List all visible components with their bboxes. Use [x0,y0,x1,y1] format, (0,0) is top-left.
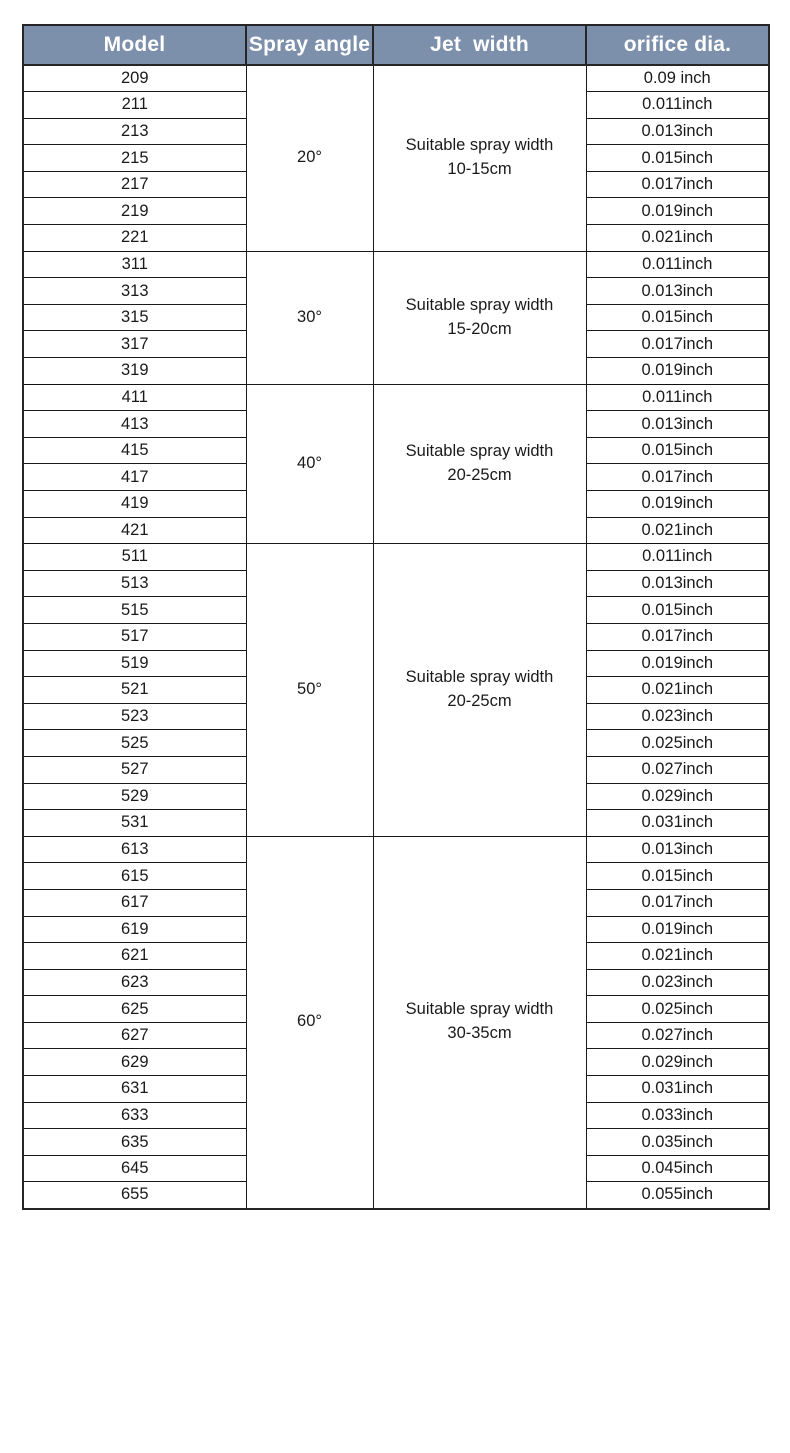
cell-model: 619 [23,916,246,943]
cell-model: 319 [23,358,246,385]
jet-width-line-1: Suitable spray width [405,1000,554,1019]
cell-orifice-dia: 0.019inch [586,198,769,225]
cell-model: 209 [23,65,246,92]
cell-orifice-dia: 0.011inch [586,544,769,571]
cell-model: 617 [23,889,246,916]
cell-model: 419 [23,491,246,518]
cell-model: 513 [23,570,246,597]
jet-width-line-2: 20-25cm [447,691,512,710]
cell-orifice-dia: 0.013inch [586,411,769,438]
cell-orifice-dia: 0.09 inch [586,65,769,92]
cell-model: 217 [23,171,246,198]
cell-model: 511 [23,544,246,571]
column-header-orifice-dia: orifice dia. [586,25,769,65]
cell-orifice-dia: 0.013inch [586,278,769,305]
cell-spray-angle: 50° [246,544,373,837]
cell-model: 645 [23,1155,246,1182]
cell-orifice-dia: 0.019inch [586,491,769,518]
cell-orifice-dia: 0.011inch [586,92,769,119]
header-row [23,25,769,65]
cell-model: 315 [23,304,246,331]
cell-orifice-dia: 0.035inch [586,1129,769,1156]
cell-model: 411 [23,384,246,411]
jet-width-line-2: 15-20cm [447,319,512,338]
cell-orifice-dia: 0.015inch [586,145,769,172]
spec-table-container [22,24,768,1210]
cell-model: 613 [23,836,246,863]
cell-orifice-dia: 0.021inch [586,225,769,252]
cell-orifice-dia: 0.031inch [586,810,769,837]
cell-orifice-dia: 0.025inch [586,730,769,757]
cell-orifice-dia: 0.027inch [586,1022,769,1049]
cell-model: 525 [23,730,246,757]
cell-orifice-dia: 0.013inch [586,570,769,597]
cell-model: 221 [23,225,246,252]
cell-jet-width [373,384,586,544]
cell-orifice-dia: 0.011inch [586,384,769,411]
cell-model: 413 [23,411,246,438]
cell-model: 211 [23,92,246,119]
cell-model: 527 [23,756,246,783]
cell-spray-angle: 60° [246,836,373,1208]
cell-model: 529 [23,783,246,810]
cell-orifice-dia: 0.029inch [586,1049,769,1076]
column-header-model: Model [23,25,246,65]
cell-model: 621 [23,943,246,970]
jet-width-line-1: Suitable spray width [405,668,554,687]
cell-orifice-dia: 0.023inch [586,703,769,730]
cell-model: 655 [23,1182,246,1209]
cell-model: 635 [23,1129,246,1156]
cell-model: 417 [23,464,246,491]
cell-model: 631 [23,1076,246,1103]
cell-jet-width [373,544,586,837]
cell-jet-width [373,836,586,1208]
cell-model: 633 [23,1102,246,1129]
cell-model: 219 [23,198,246,225]
cell-orifice-dia: 0.029inch [586,783,769,810]
cell-orifice-dia: 0.031inch [586,1076,769,1103]
cell-orifice-dia: 0.021inch [586,517,769,544]
cell-model: 523 [23,703,246,730]
table-row [23,65,769,92]
cell-orifice-dia: 0.019inch [586,916,769,943]
cell-model: 421 [23,517,246,544]
cell-jet-width [373,65,586,251]
cell-model: 521 [23,677,246,704]
cell-orifice-dia: 0.017inch [586,623,769,650]
table-header [23,25,769,65]
table-row [23,384,769,411]
cell-orifice-dia: 0.013inch [586,118,769,145]
cell-orifice-dia: 0.015inch [586,437,769,464]
cell-orifice-dia: 0.025inch [586,996,769,1023]
cell-orifice-dia: 0.055inch [586,1182,769,1209]
cell-spray-angle: 20° [246,65,373,251]
cell-orifice-dia: 0.017inch [586,464,769,491]
cell-model: 515 [23,597,246,624]
cell-model: 627 [23,1022,246,1049]
column-header-spray-angle: Spray angle [246,25,373,65]
cell-model: 517 [23,623,246,650]
cell-orifice-dia: 0.015inch [586,304,769,331]
cell-spray-angle: 40° [246,384,373,544]
cell-orifice-dia: 0.019inch [586,358,769,385]
jet-width-line-1: Suitable spray width [405,441,554,460]
cell-orifice-dia: 0.021inch [586,943,769,970]
column-header-jet-width: Jet width [373,25,586,65]
cell-orifice-dia: 0.017inch [586,331,769,358]
cell-orifice-dia: 0.015inch [586,863,769,890]
cell-jet-width [373,251,586,384]
jet-width-line-1: Suitable spray width [405,295,554,314]
table-row [23,251,769,278]
cell-model: 213 [23,118,246,145]
jet-width-line-2: 20-25cm [447,465,512,484]
cell-orifice-dia: 0.033inch [586,1102,769,1129]
cell-model: 625 [23,996,246,1023]
cell-orifice-dia: 0.027inch [586,756,769,783]
table-row [23,836,769,863]
cell-model: 615 [23,863,246,890]
cell-orifice-dia: 0.019inch [586,650,769,677]
table-row [23,544,769,571]
jet-width-line-1: Suitable spray width [405,136,554,155]
cell-model: 623 [23,969,246,996]
cell-orifice-dia: 0.045inch [586,1155,769,1182]
cell-orifice-dia: 0.011inch [586,251,769,278]
cell-model: 519 [23,650,246,677]
cell-model: 629 [23,1049,246,1076]
cell-orifice-dia: 0.017inch [586,171,769,198]
cell-model: 313 [23,278,246,305]
cell-model: 531 [23,810,246,837]
table-body [23,65,769,1209]
cell-orifice-dia: 0.013inch [586,836,769,863]
cell-spray-angle: 30° [246,251,373,384]
cell-model: 215 [23,145,246,172]
spray-nozzle-spec-table [22,24,770,1210]
cell-orifice-dia: 0.017inch [586,889,769,916]
cell-orifice-dia: 0.023inch [586,969,769,996]
jet-width-line-2: 30-35cm [447,1024,512,1043]
jet-width-line-2: 10-15cm [447,160,512,179]
cell-model: 415 [23,437,246,464]
cell-orifice-dia: 0.021inch [586,677,769,704]
cell-model: 311 [23,251,246,278]
cell-orifice-dia: 0.015inch [586,597,769,624]
cell-model: 317 [23,331,246,358]
